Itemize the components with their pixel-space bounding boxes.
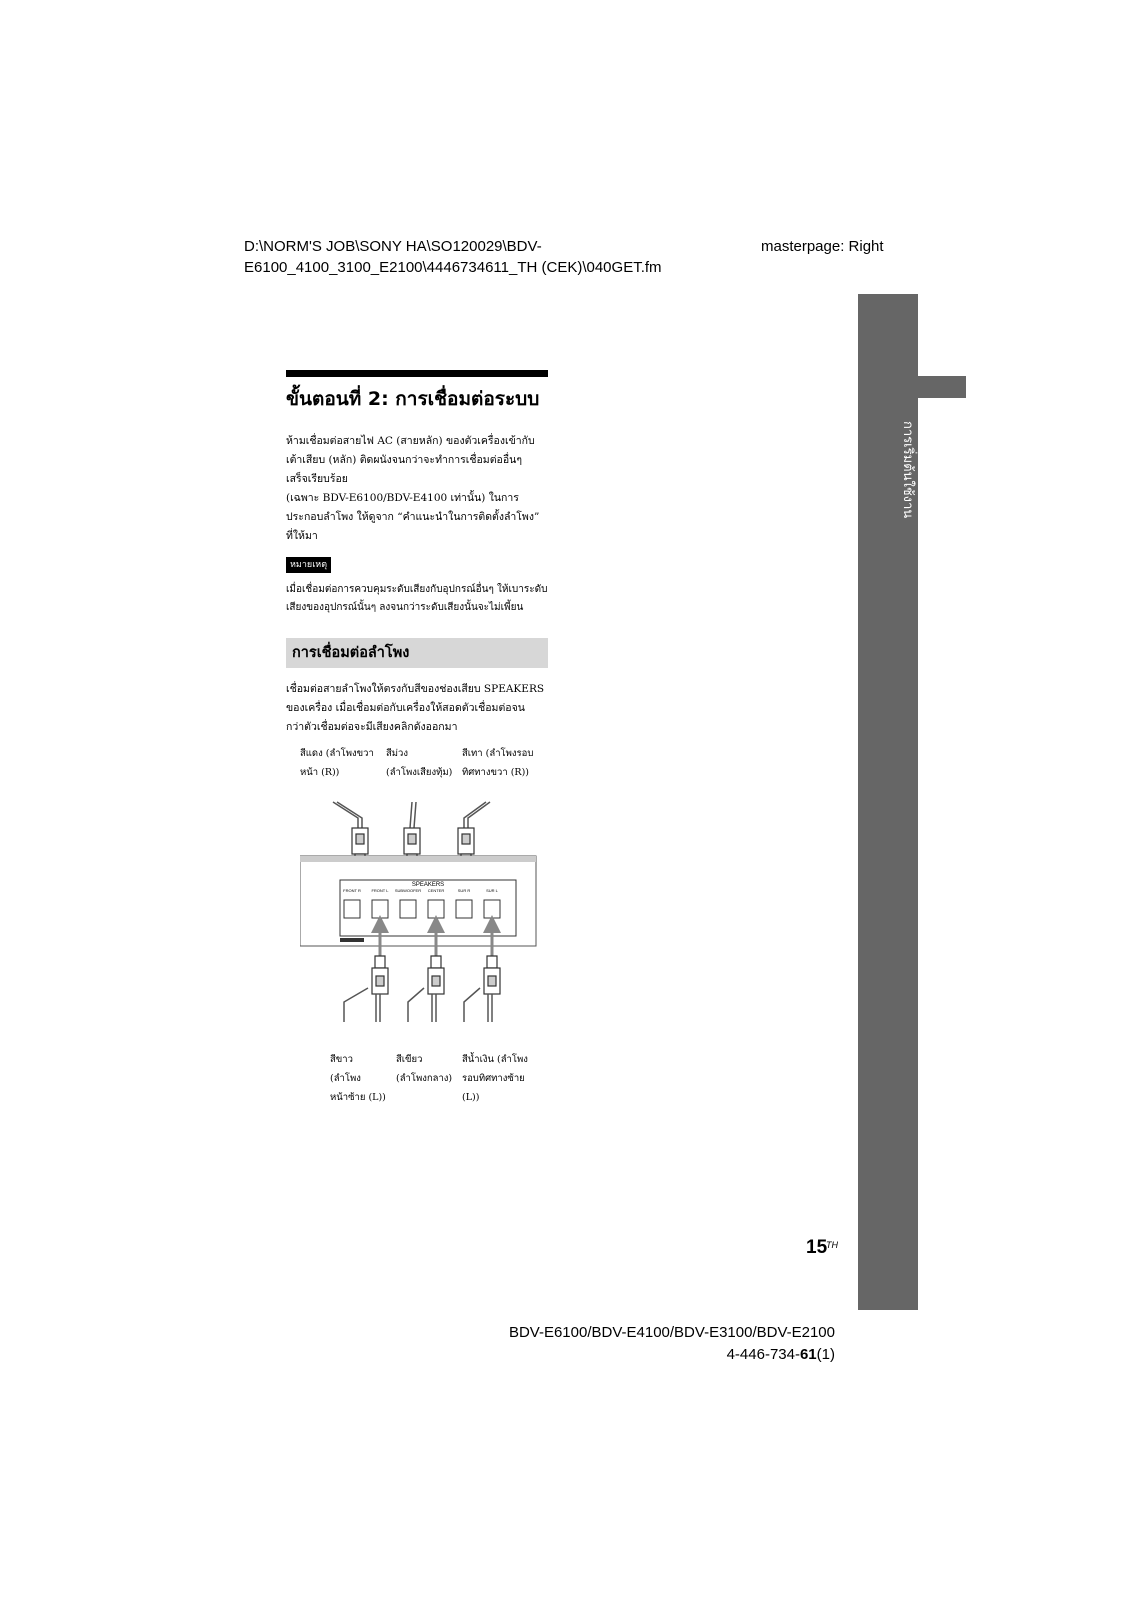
file-path-line-1: D:\NORM'S JOB\SONY HA\SO120029\BDV-: [244, 238, 542, 255]
port-label: CENTER: [427, 888, 445, 893]
footer-code-prefix: 4-446-734-: [726, 1346, 800, 1363]
bottom-wires: [344, 988, 492, 1022]
top-wires: [333, 802, 490, 828]
port-label: SUBWOOFER: [394, 888, 422, 893]
footer-code-bold: 61: [799, 1346, 817, 1363]
footer-code-suffix: (1): [816, 1346, 835, 1363]
bottom-plug-green: [428, 956, 444, 994]
footer-models: BDV-E6100/BDV-E4100/BDV-E3100/BDV-E2100: [508, 1324, 835, 1341]
page-number: 15: [806, 1237, 828, 1258]
panel-title: SPEAKERS: [411, 882, 445, 888]
note-line: เมื่อเชื่อมต่อการควบคุมระดับเสียงกับอุปกรณ์อื่นๆ ให้เบาระดับ: [286, 584, 548, 595]
side-tab-label: การเริ่มต้นใช้งาน: [900, 421, 915, 519]
section-title: การเชื่อมต่อลำโพง: [292, 645, 410, 661]
port-label: FRONT R: [343, 888, 361, 893]
note-badge: หมายเหตุ: [286, 557, 331, 573]
file-path-line-2: E6100_4100_3100_E2100\4446734611_TH (CEK)\040GET.fm: [244, 259, 662, 276]
label-blue-surround-left: สีน้ำเงิน (ลำโพง รอบทิศทางซ้าย (L)): [462, 1054, 528, 1103]
intro-paragraph: [286, 432, 551, 546]
intro-line: ห้ามเชื่อมต่อสายไฟ AC (สายหลัก) ของตัวเครื่องเข้ากับ: [286, 435, 535, 447]
page-title: ขั้นตอนที่ 2: การเชื่อมต่อระบบ: [286, 388, 540, 410]
speaker-terminal-panel: [300, 856, 536, 946]
intro-line: (เฉพาะ BDV-E6100/BDV-E4100 เท่านั้น) ในการ: [286, 492, 519, 504]
file-path: [244, 236, 664, 278]
side-tab-marker: [918, 376, 966, 398]
footer-code: [727, 1344, 835, 1365]
note-text: [286, 581, 551, 617]
bottom-plug-white: [372, 956, 388, 994]
intro-line: เสร็จเรียบร้อย: [286, 473, 348, 485]
section-line: กว่าตัวเชื่อมต่อจะมีเสียงคลิกดังออกมา: [286, 721, 458, 733]
label-white-front-left: สีขาว (ลำโพง หน้าซ้าย (L)): [330, 1054, 386, 1103]
port-label: SUR R: [457, 888, 471, 893]
speaker-connection-diagram: [300, 788, 550, 1048]
label-green-center: สีเขียว (ลำโพงกลาง): [396, 1054, 453, 1084]
page-number-suffix: TH: [826, 1240, 838, 1250]
port-label: FRONT L: [371, 888, 389, 893]
section-body: [286, 680, 551, 737]
intro-line: ประกอบลำโพง ให้ดูจาก “คำแนะนำในการติดตั้งลำโพง”: [286, 511, 540, 523]
intro-line: เต้าเสียบ (หลัก) ติดผนังจนกว่าจะทำการเชื่อมต่ออื่นๆ: [286, 454, 522, 466]
section-line: ของเครื่อง เมื่อเชื่อมต่อกับเครื่องให้สอดตัวเชื่อมต่อจน: [286, 702, 525, 714]
port-label: SUR L: [486, 888, 498, 893]
label-gray-surround-right: สีเทา (ลำโพงรอบ ทิศทางขวา (R)): [462, 748, 534, 778]
note-line: เสียงของอุปกรณ์นั้นๆ ลงจนกว่าระดับเสียงนั้นจะไม่เพี้ยน: [286, 602, 524, 613]
intro-line: ที่ให้มา: [286, 530, 318, 542]
title-rule: [286, 370, 548, 377]
section-line: เชื่อมต่อสายลำโพงให้ตรงกับสีของช่องเสียบ SPEAKERS: [286, 683, 545, 695]
bottom-plug-blue: [484, 956, 500, 994]
masterpage-label: masterpage: Right: [761, 238, 884, 255]
label-purple-subwoofer: สีม่วง (ลำโพงเสียงทุ้ม): [386, 748, 453, 778]
label-red-front-right: สีแดง (ลำโพงขวา หน้า (R)): [300, 748, 374, 778]
